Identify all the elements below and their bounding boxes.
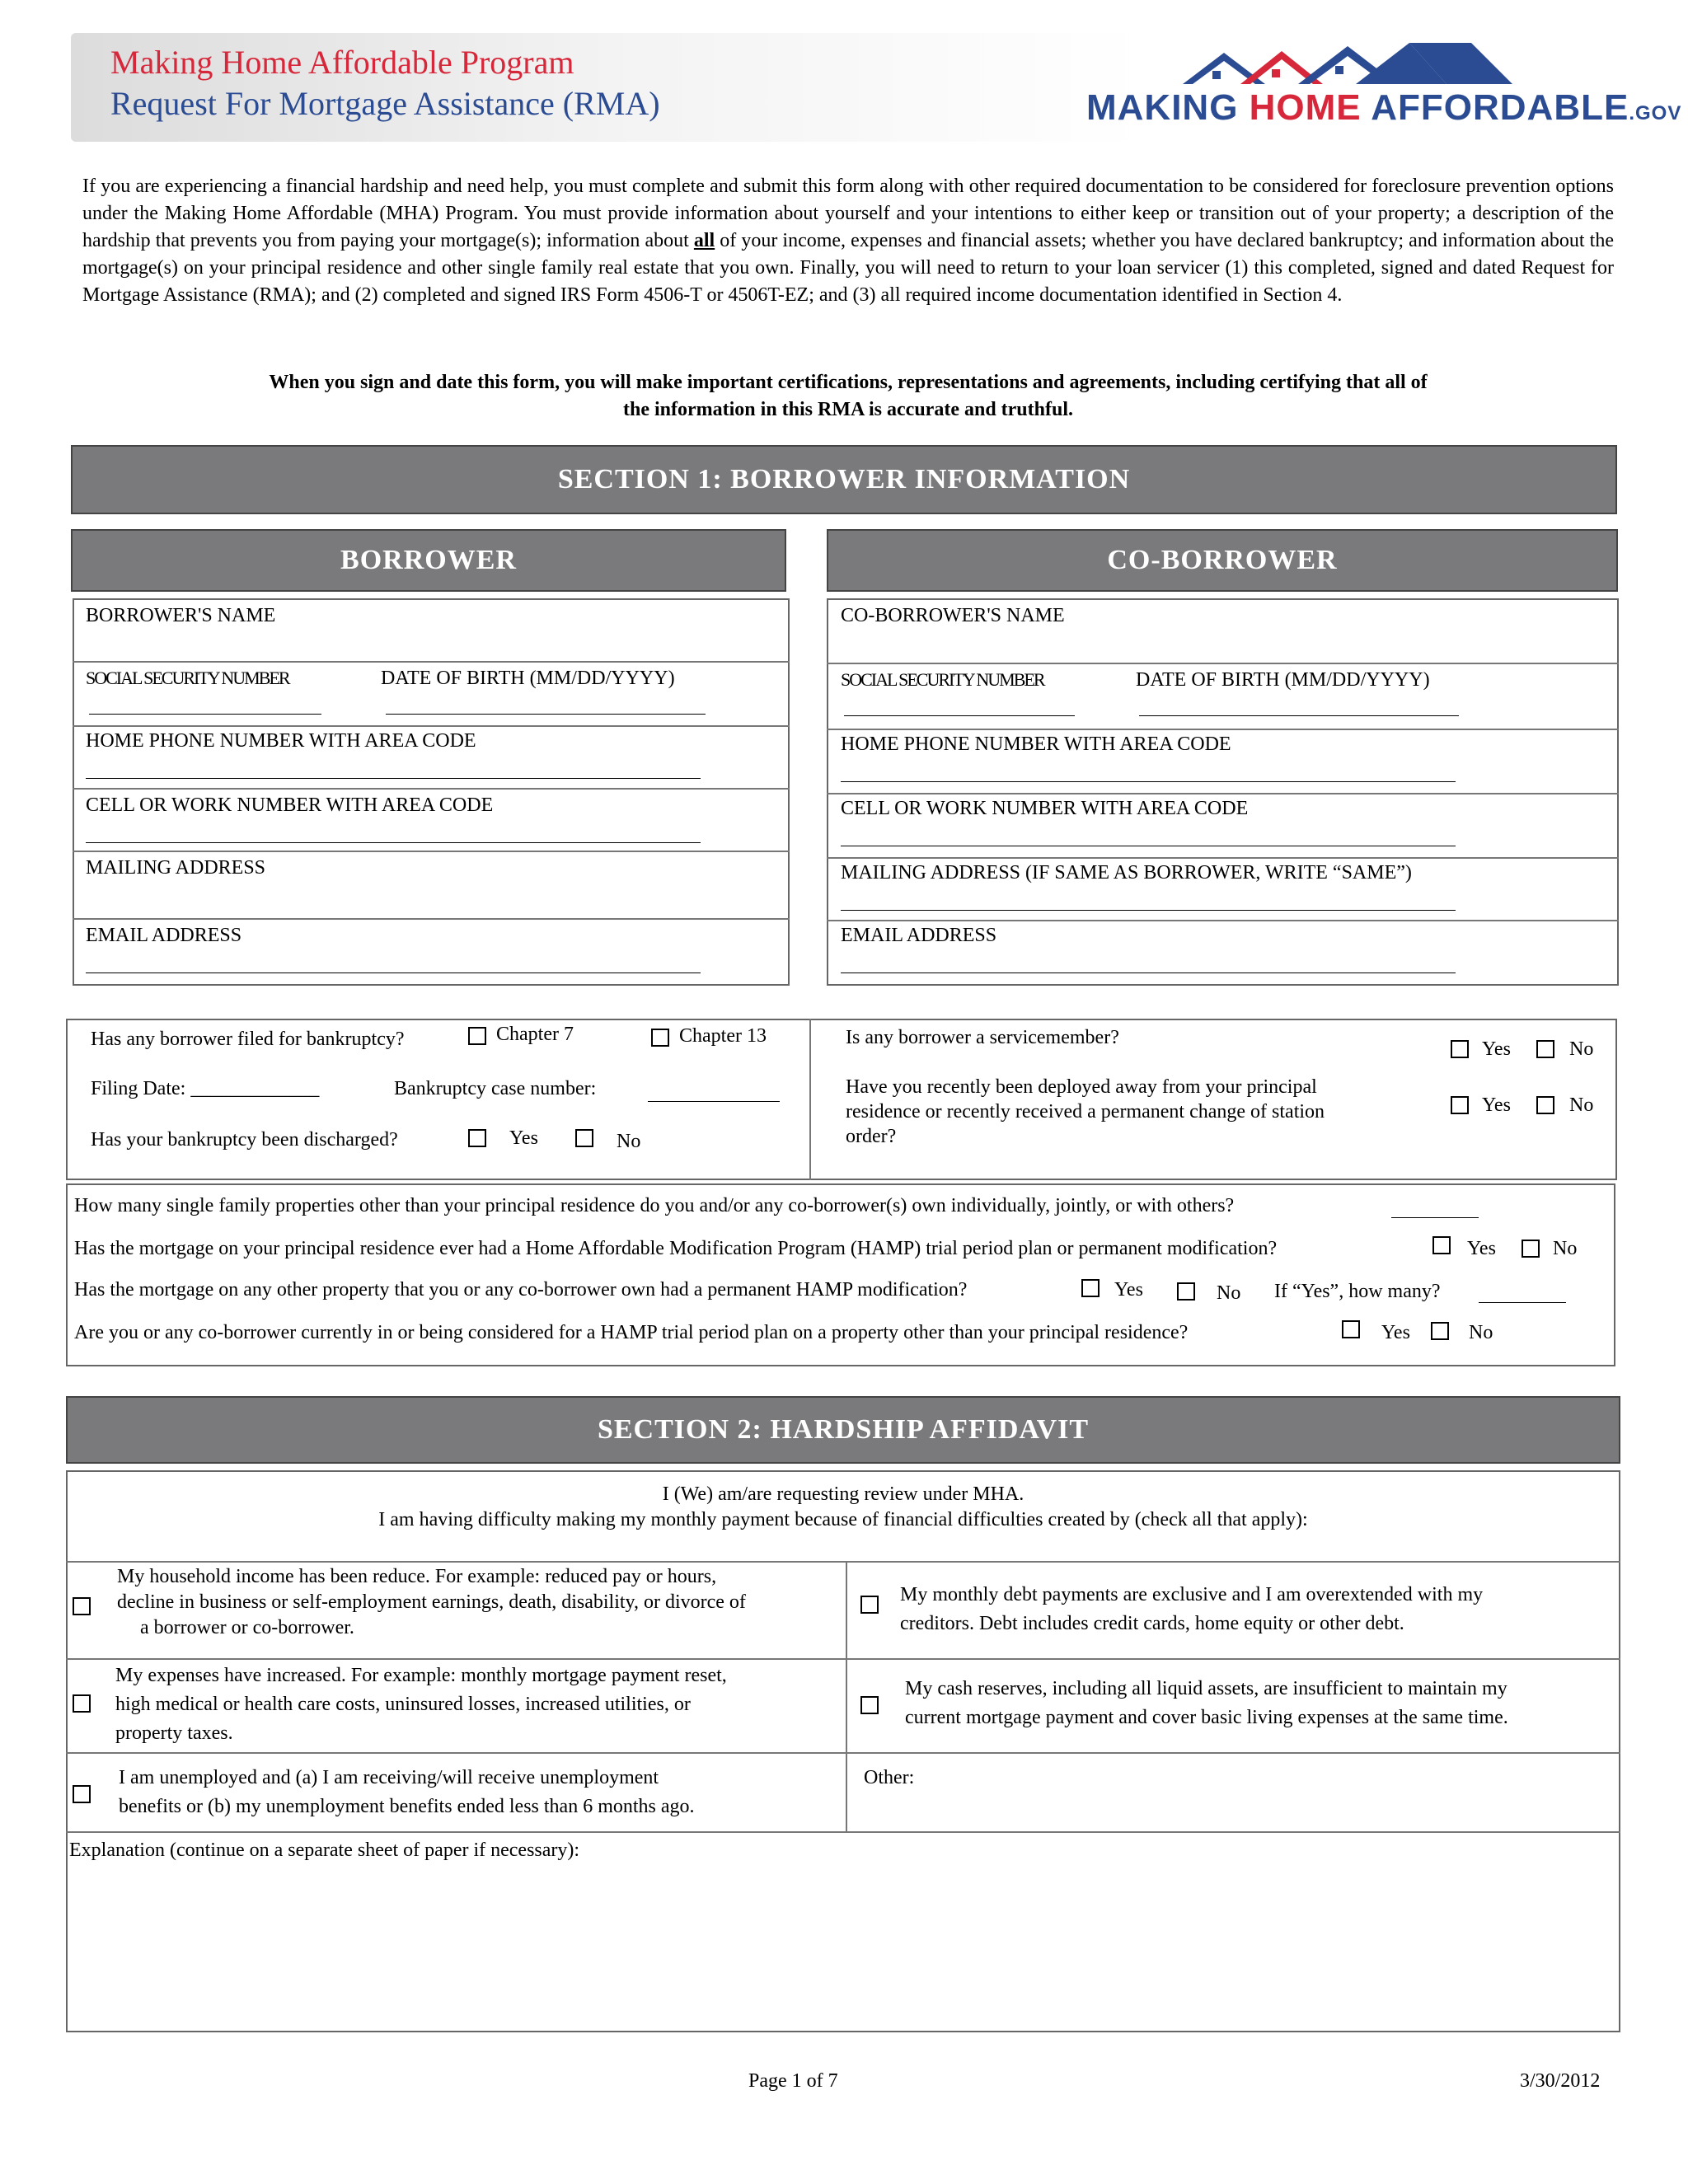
servicemember-question: Is any borrower a servicemember? (846, 1027, 1119, 1048)
hamp-other-no-checkbox[interactable] (1177, 1282, 1195, 1301)
borrower-email-field[interactable]: EMAIL ADDRESS (86, 925, 242, 946)
discharged-yes-label: Yes (509, 1127, 538, 1149)
hamp-trial-yes-checkbox[interactable] (1342, 1320, 1360, 1338)
explanation-field[interactable]: Explanation (continue on a separate sheet of paper if necessary): (69, 1840, 580, 1861)
deployed-no-label: No (1569, 1094, 1594, 1116)
coborrower-mailing-field[interactable]: MAILING ADDRESS (IF SAME AS BORROWER, WRITE “SAME”) (841, 862, 1412, 883)
hardship-box (66, 1470, 1620, 2032)
deployed-no-checkbox[interactable] (1536, 1096, 1554, 1114)
expenses-increased-text: My expenses have increased. For example: monthly mortgage payment reset, high medical or health care costs, uninsured losses, increased utilities, or property taxes. (115, 1665, 727, 1744)
servicemember-no-label: No (1569, 1038, 1594, 1060)
discharged-question: Has your bankruptcy been discharged? (91, 1129, 398, 1151)
servicemember-yes-checkbox[interactable] (1451, 1040, 1469, 1058)
chapter13-checkbox[interactable] (651, 1029, 669, 1047)
debt-payments-text: My monthly debt payments are exclusive and I am overextended with my creditors. Debt includes credit cards, home equity or other debt. (900, 1584, 1484, 1634)
certification-note: When you sign and date this form, you will make important certifications, representations and agreements, including certifying that all of the information in this RMA is accurate and truthful. (269, 372, 1428, 420)
hamp-other-question: Has the mortgage on any other property that you or any co-borrower own had a permanent HAMP modification? (74, 1279, 968, 1301)
income-reduced-text: My household income has been reduce. For example: reduced pay or hours, decline in business or self-employment earnings, death, disability, or divorce of a borrower or co-borrower. (117, 1566, 746, 1638)
discharged-yes-checkbox[interactable] (468, 1129, 486, 1147)
cash-reserves-checkbox[interactable] (860, 1696, 879, 1714)
cash-reserves-text: My cash reserves, including all liquid assets, are insufficient to maintain my current mortgage payment and cover basic living expenses at the same time. (905, 1678, 1508, 1728)
coborrower-name-field[interactable]: CO-BORROWER'S NAME (841, 605, 1065, 626)
debt-payments-checkbox[interactable] (860, 1596, 879, 1614)
hamp-other-how-many[interactable]: If “Yes”, how many? (1274, 1281, 1441, 1302)
discharged-no-checkbox[interactable] (575, 1129, 593, 1147)
hamp-principal-question: Has the mortgage on your principal residence ever had a Home Affordable Modification Program (HAMP) trial period plan or permanent modification? (74, 1238, 1278, 1259)
intro-paragraph: If you are experiencing a financial hardship and need help, you must complete and submit this form along with other required documentation to be considered for foreclosure prevention options under the Making Home Affordable (MHA) Program. You must provide information about yourself and your intentions to either keep or transition out of your property; a description of the hardship that prevents you from paying your mortgage(s); information about all of your income, expenses and financial assets; whether you have declared bankruptcy; and information about the mortgage(s) on your principal residence and other single family real estate that you own. Finally, you will need to return to your loan servicer (1) this completed, signed and dated Request for Mortgage Assistance (RMA); and (2) completed and signed IRS Form 4506-T or 4506T-EZ; and (3) all required income documentation identified in Section 4. (82, 176, 1614, 306)
case-number-field[interactable]: Bankruptcy case number: (394, 1078, 597, 1099)
bankruptcy-question: Has any borrower filed for bankruptcy? (91, 1029, 405, 1050)
coborrower-dob-field[interactable]: DATE OF BIRTH (MM/DD/YYYY) (1136, 669, 1430, 691)
chapter7-label: Chapter 7 (496, 1024, 574, 1045)
section1-header: SECTION 1: BORROWER INFORMATION (71, 445, 1617, 514)
section2-header: SECTION 2: HARDSHIP AFFIDAVIT (66, 1396, 1620, 1464)
expenses-increased-checkbox[interactable] (73, 1694, 91, 1713)
hamp-trial-no-checkbox[interactable] (1431, 1322, 1449, 1340)
hardship-intro: I (We) am/are requesting review under MHA. I am having difficulty making my monthly payment because of financial difficulties created by (check all that apply): (378, 1483, 1308, 1530)
borrower-header: BORROWER (71, 529, 786, 592)
borrower-name-field[interactable]: BORROWER'S NAME (86, 605, 276, 626)
coborrower-header: CO-BORROWER (827, 529, 1618, 592)
servicemember-no-checkbox[interactable] (1536, 1040, 1554, 1058)
borrower-mailing-field[interactable]: MAILING ADDRESS (86, 857, 266, 879)
chapter7-checkbox[interactable] (468, 1027, 486, 1045)
hamp-other-yes-checkbox[interactable] (1081, 1279, 1100, 1297)
properties-count-question: How many single family properties other than your principal residence do you and/or any co-borrower(s) own individually, jointly, or with others? (74, 1195, 1235, 1216)
hamp-principal-yes-checkbox[interactable] (1432, 1236, 1451, 1254)
borrower-dob-field[interactable]: DATE OF BIRTH (MM/DD/YYYY) (381, 668, 675, 689)
borrower-cell-field[interactable]: CELL OR WORK NUMBER WITH AREA CODE (86, 794, 494, 816)
borrower-home-phone-field[interactable]: HOME PHONE NUMBER WITH AREA CODE (86, 730, 476, 752)
other-hardship-field[interactable]: Other: (864, 1767, 915, 1788)
unemployed-text: I am unemployed and (a) I am receiving/will receive unemployment benefits or (b) my unemployment benefits ended less than 6 months ago. (119, 1767, 695, 1817)
hamp-trial-yes-label: Yes (1381, 1322, 1410, 1343)
hamp-trial-question: Are you or any co-borrower currently in or being considered for a HAMP trial period plan on a property other than your principal residence? (74, 1322, 1189, 1343)
program-title: Making Home Affordable Program (110, 44, 574, 81)
page-number: Page 1 of 7 (748, 2070, 838, 2092)
deployed-yes-checkbox[interactable] (1451, 1096, 1469, 1114)
servicemember-yes-label: Yes (1482, 1038, 1511, 1060)
deployed-question: Have you recently been deployed away from your principal residence or recently received a permanent change of station order? (846, 1076, 1325, 1147)
discharged-no-label: No (617, 1131, 641, 1152)
coborrower-ssn-field[interactable]: SOCIAL SECURITY NUMBER (841, 669, 1044, 690)
hamp-principal-yes-label: Yes (1467, 1238, 1496, 1259)
hamp-trial-no-label: No (1469, 1322, 1493, 1343)
deployed-yes-label: Yes (1482, 1094, 1511, 1116)
hamp-principal-no-checkbox[interactable] (1522, 1240, 1540, 1258)
coborrower-cell-field[interactable]: CELL OR WORK NUMBER WITH AREA CODE (841, 798, 1249, 819)
hamp-principal-no-label: No (1553, 1238, 1578, 1259)
coborrower-home-phone-field[interactable]: HOME PHONE NUMBER WITH AREA CODE (841, 733, 1231, 755)
unemployed-checkbox[interactable] (73, 1785, 91, 1803)
income-reduced-checkbox[interactable] (73, 1597, 91, 1615)
chapter13-label: Chapter 13 (679, 1025, 767, 1047)
hamp-other-yes-label: Yes (1114, 1279, 1143, 1301)
hamp-other-no-label: No (1217, 1282, 1241, 1304)
filing-date-field[interactable]: Filing Date: _____________ (91, 1078, 320, 1099)
form-date: 3/30/2012 (1520, 2070, 1601, 2092)
logo-wordmark: MAKING HOME AFFORDABLE.GOV (1086, 87, 1682, 128)
borrower-ssn-field[interactable]: SOCIAL SECURITY NUMBER (86, 668, 289, 688)
coborrower-email-field[interactable]: EMAIL ADDRESS (841, 925, 997, 946)
form-title: Request For Mortgage Assistance (RMA) (110, 85, 660, 122)
